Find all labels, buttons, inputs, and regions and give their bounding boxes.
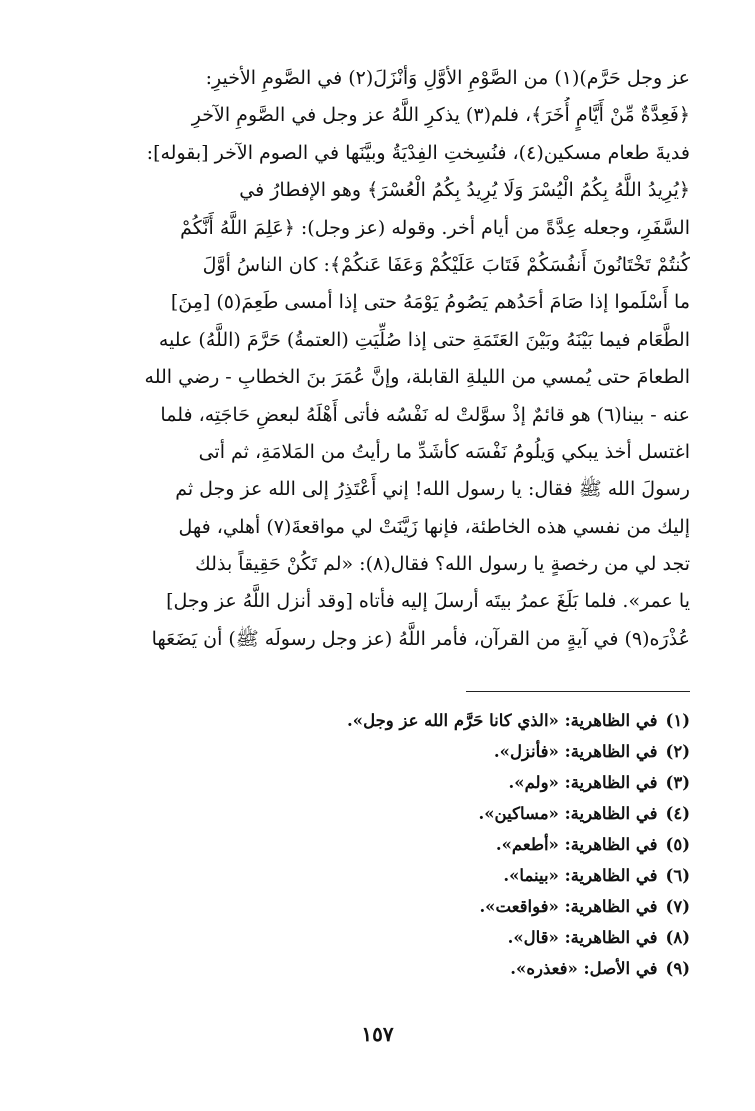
footnote [72,736,690,767]
text-line: ﴿يُرِيدُ اللَّهُ بِكُمُ الْيُسْرَ وَلَا يُرِيدُ بِكُمُ الْعُسْرَ﴾ وهو الإفطارُ في [239,179,690,202]
footnote [72,705,690,736]
footnote-text: في الظاهرية: «فواقعت». [479,897,658,916]
footnote-number: (٣) [665,773,690,792]
footnote-number: (٦) [665,866,690,885]
footnote [72,922,690,953]
footnote-text: في الظاهرية: «فأنزل». [493,742,658,761]
text-line: الطَّعَام فيما بَيْنَهُ وبَيْنَ العَتَمَةِ حتى إذا صُلِّيَتِ (العتمةُ) حَرَّمَ (اللَّهُ) عليه [158,328,690,351]
footnote-text: في الظاهرية: «قال». [507,928,658,947]
footnote-text: في الظاهرية: «بينما». [503,866,658,885]
text-line: اغتسل أخذ يبكي وَيلُومُ نَفْسَه كأشَدِّ ما رأيتُ من المَلامَةِ، ثم أتى [198,440,690,463]
footnote-divider [466,691,690,692]
footnote-number: (٧) [665,897,690,916]
text-line: تجد لي من رخصةٍ يا رسول الله؟ فقال(٨): «لم تَكُنْ حَقِيقاً بذلك [195,553,690,576]
footnote-number: (٩) [665,959,690,978]
text-line: الطعامَ حتى يُمسي من الليلةِ القابلة، وإنَّ عُمَرَ بنَ الخطابِ - رضي الله [144,366,690,389]
footnote-text: في الظاهرية: «مساكين». [478,804,658,823]
footnote-number: (١) [665,711,690,730]
footnote [72,829,690,860]
page-number: ١٥٧ [361,1022,394,1046]
footnote-number: (٢) [665,742,690,761]
text-line: إليك من نفسي هذه الخاطئة، فإنها زَيَّنَتْ لي مواقعةَ(٧) أهلي، فهل [178,515,690,538]
footnote [72,767,690,798]
footnote-number: (٤) [665,804,690,823]
text-line: كُنتُمْ تَخْتَانُونَ أَنفُسَكُمْ فَتَابَ عَلَيْكُمْ وَعَفَا عَنكُمْ﴾: كان الناسُ أوَّلَ [202,253,690,276]
text-line: عُذْرَه(٩) في آيةٍ من القرآن، فأمر اللَّهُ (عز وجل رسولَه ﷺ) أن يَضَعَها [151,627,690,650]
text-line: فديةَ طعام مسكين(٤)، فنُسِختِ الفِدْيَةُ وبيَّنَها في الصوم الآخر [بقوله]: [146,141,690,164]
footnote-number: (٨) [665,928,690,947]
footnote [72,891,690,922]
text-line: عز وجل حَرَّم)(١) من الصَّوْمِ الأوَّلِ وَأنْزَلَ(٢) في الصَّومِ الأخيرِ: [205,67,690,89]
footnotes [72,705,690,984]
text-line: ﴿فَعِدَّةٌ مِّنْ أَيَّامٍ أُخَرَ﴾، فلم(٣) يذكرِ اللَّهُ عز وجل في الصَّومِ الآخرِ [191,104,690,127]
footnote-text: في الأصل: «فعذره». [510,959,658,978]
text-line: يا عمر». فلما بَلَغَ عمرُ بيتَه أرسلَ إليه فأتاه [وقد أنزل اللَّهُ عز وجل] [166,590,690,613]
footnote [72,860,690,891]
footnote-text: في الظاهرية: «ولم». [508,773,658,792]
footnote [72,798,690,829]
footnote [72,953,690,984]
footnote-text: في الظاهرية: «الذي كانا حَرَّم الله عز وجل». [347,711,658,730]
text-line: عنه - بينا(٦) هو قائمٌ إذْ سوَّلتْ له نَفْسُه فأتى أَهْلَهُ لبعضِ حَاجَتِه، فلما [160,403,690,426]
text-line: رسولَ الله ﷺ فقال: يا رسول الله! إني أَعْتَذِرُ إلى الله عز وجل ثم [175,478,690,501]
text-line: ما أَسْلَموا إذا صَامَ أحَدُهم يَصُومُ يَوْمَهُ حتى إذا أمسى طَعِمَ(٥) [مِنَ] [170,291,690,314]
footnote-text: في الظاهرية: «أطعم». [495,835,658,854]
text-line: السَّفَرِ، وجعله عِدَّةً من أيام أخر. وقوله (عز وجل): ﴿عَلِمَ اللَّهُ أَنَّكُمْ [180,216,690,239]
main-text [72,60,690,658]
footnote-number: (٥) [665,835,690,854]
